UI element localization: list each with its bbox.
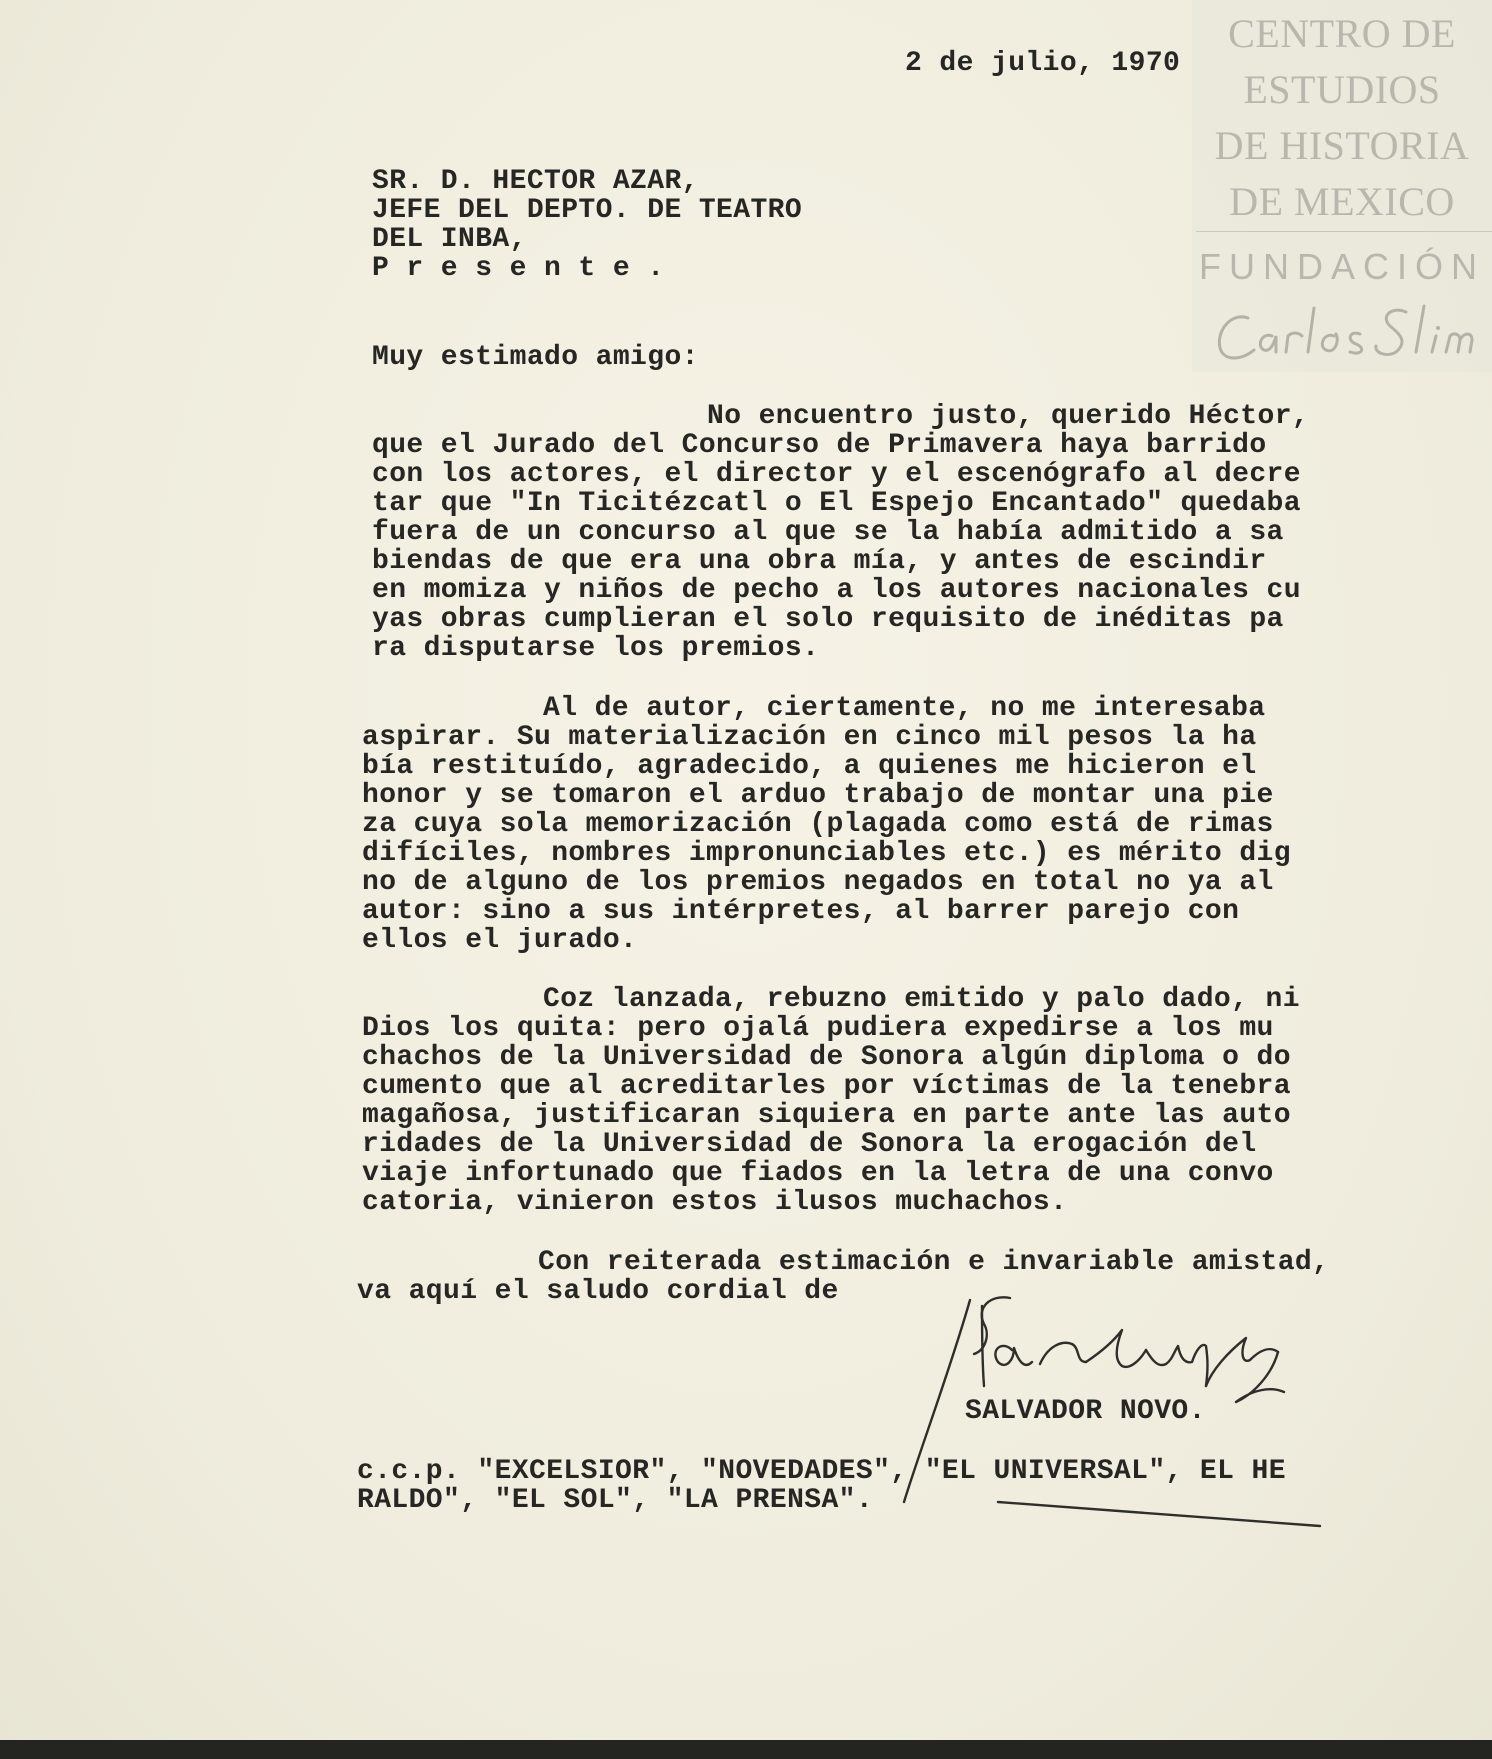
recipient-line: SR. D. HECTOR AZAR, <box>372 166 699 197</box>
archive-watermark <box>1192 0 1492 372</box>
ccp-line: RALDO", "EL SOL", "LA PRENSA". <box>357 1485 874 1516</box>
paragraph-line: No encuentro justo, querido Héctor, <box>707 401 1310 432</box>
watermark-line: DE MEXICO <box>1229 179 1455 224</box>
scan-border <box>0 1740 1492 1759</box>
paragraph-line: za cuya sola memorización (plagada como está de rimas <box>362 809 1274 840</box>
closing-line: Con reiterada estimación e invariable amistad, <box>538 1247 1330 1278</box>
paragraph-line: fuera de un concurso al que se la había admitido a sa <box>372 517 1284 548</box>
carlos-slim-logo <box>1210 300 1490 370</box>
watermark-foundation: FUNDACIÓN <box>1199 246 1485 287</box>
paragraph-line: ellos el jurado. <box>362 925 638 956</box>
letter-date: 2 de julio, 1970 <box>905 48 1181 79</box>
signer-name: SALVADOR NOVO. <box>965 1396 1206 1427</box>
paragraph-line: no de alguno de los premios negados en total no ya al <box>362 867 1274 898</box>
paragraph-line: tar que "In Ticitézcatl o El Espejo Encantado" quedaba <box>372 488 1301 519</box>
watermark-line: ESTUDIOS <box>1243 67 1441 112</box>
watermark-line: CENTRO DE <box>1228 11 1456 56</box>
ccp-line: c.c.p. "EXCELSIOR", "NOVEDADES", "EL UNIVERSAL", EL HE <box>357 1456 1286 1487</box>
paragraph-line: biendas de que era una obra mía, y antes de escindir <box>372 546 1267 577</box>
paragraph-line: autor: sino a sus intérpretes, al barrer parejo con <box>362 896 1240 927</box>
paragraph-line: Coz lanzada, rebuzno emitido y palo dado, ni <box>543 984 1300 1015</box>
paragraph-line: ridades de la Universidad de Sonora la erogación del <box>362 1129 1257 1160</box>
recipient-line: P r e s e n t e . <box>372 253 665 284</box>
handwritten-signature <box>890 1290 1450 1530</box>
salutation: Muy estimado amigo: <box>372 342 699 373</box>
paragraph-line: chachos de la Universidad de Sonora algún diploma o do <box>362 1042 1291 1073</box>
paragraph-line: cumento que al acreditarles por víctimas de la tenebra <box>362 1071 1291 1102</box>
paragraph-line: magañosa, justificaran siquiera en parte ante las auto <box>362 1100 1291 1131</box>
paragraph-line: con los actores, el director y el escenógrafo al decre <box>372 459 1301 490</box>
paragraph-line: Dios los quita: pero ojalá pudiera expedirse a los mu <box>362 1013 1274 1044</box>
paragraph-line: bía restituído, agradecido, a quienes me hicieron el <box>362 751 1257 782</box>
watermark-divider <box>1196 231 1492 232</box>
paragraph-line: Al de autor, ciertamente, no me interesaba <box>543 693 1266 724</box>
paragraph-line: difíciles, nombres impronunciables etc.) es mérito dig <box>362 838 1291 869</box>
watermark-line: DE HISTORIA <box>1214 123 1470 168</box>
paragraph-line: en momiza y niños de pecho a los autores nacionales cu <box>372 575 1301 606</box>
paragraph-line: viaje infortunado que fiados en la letra de una convo <box>362 1158 1274 1189</box>
paragraph-line: que el Jurado del Concurso de Primavera haya barrido <box>372 430 1267 461</box>
paragraph-line: aspirar. Su materialización en cinco mil pesos la ha <box>362 722 1257 753</box>
paragraph-line: honor y se tomaron el arduo trabajo de montar una pie <box>362 780 1274 811</box>
recipient-line: DEL INBA, <box>372 224 527 255</box>
paragraph-line: yas obras cumplieran el solo requisito de inéditas pa <box>372 604 1284 635</box>
closing-line: va aquí el saludo cordial de <box>357 1276 839 1307</box>
watermark-title <box>1192 6 1492 230</box>
paragraph-line: catoria, vinieron estos ilusos muchachos. <box>362 1187 1068 1218</box>
paragraph-line: ra disputarse los premios. <box>372 633 820 664</box>
recipient-line: JEFE DEL DEPTO. DE TEATRO <box>372 195 803 226</box>
